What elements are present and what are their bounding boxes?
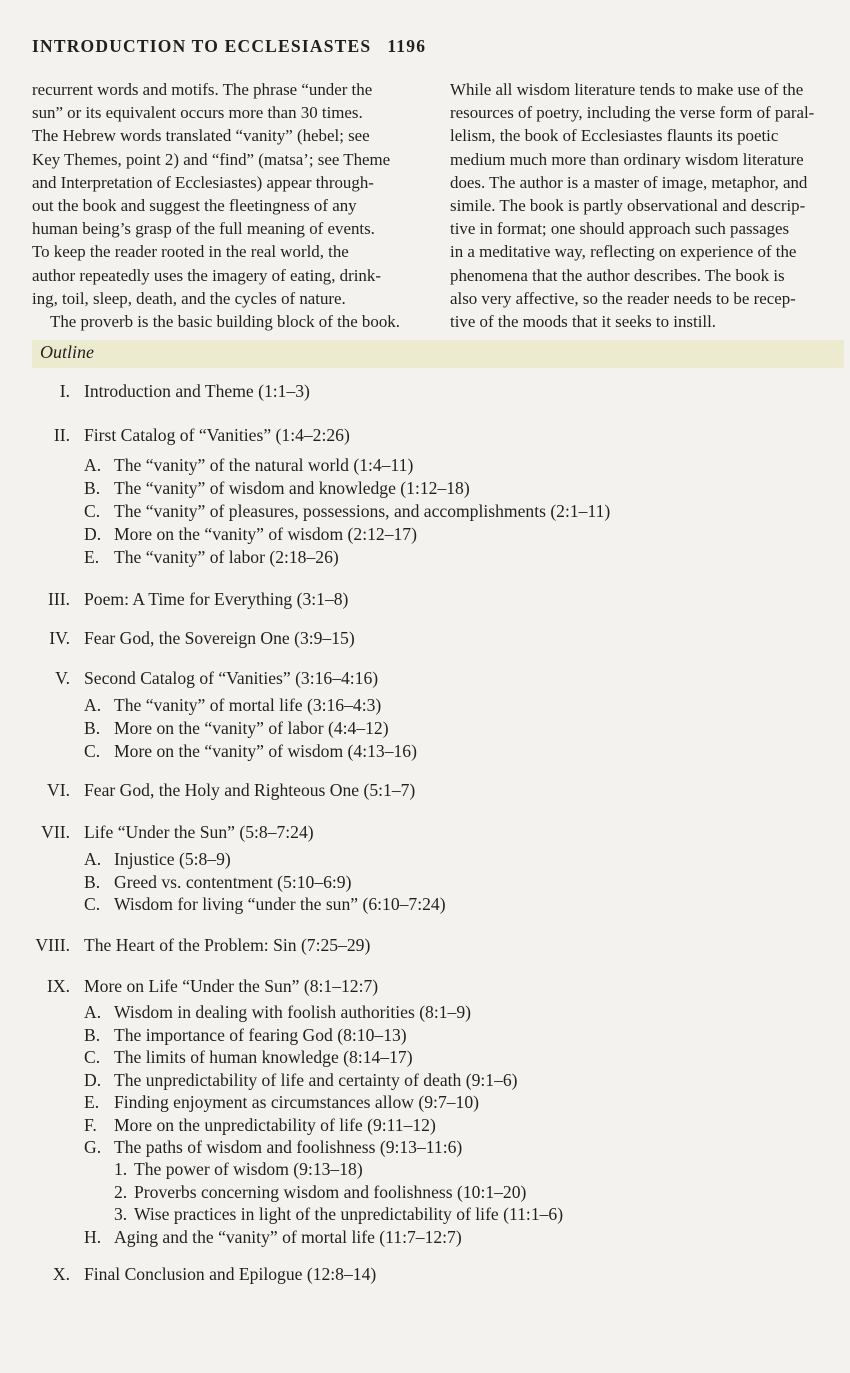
item-letter: C.: [84, 741, 101, 761]
item-text: The “vanity” of labor (2:18–26): [114, 547, 339, 567]
item-text: Aging and the “vanity” of mortal life (11:7–12:7): [114, 1227, 462, 1247]
text-line: simile. The book is partly observational and descrip-: [450, 196, 806, 216]
outline-heading-bar: [32, 340, 844, 368]
item-letter: C.: [84, 501, 101, 521]
text-line: lelism, the book of Ecclesiastes flaunts its poetic: [450, 126, 779, 146]
section-numeral: IX.: [47, 976, 70, 996]
text-line: phenomena that the author describes. The book is: [450, 265, 785, 285]
item-text: More on the “vanity” of wisdom (2:12–17): [114, 524, 417, 544]
section-numeral: VI.: [47, 780, 70, 800]
section-numeral: IV.: [49, 628, 70, 648]
item-letter: B.: [84, 718, 101, 738]
text-line: To keep the reader rooted in the real world, the: [32, 242, 349, 262]
section-title: Fear God, the Holy and Righteous One (5:1–7): [84, 780, 416, 800]
subitem-text: Proverbs concerning wisdom and foolishness (10:1–20): [134, 1182, 527, 1202]
section-title: Life “Under the Sun” (5:8–7:24): [84, 822, 314, 842]
text-line: Key Themes, point 2) and “find” (matsa’; see Theme: [32, 149, 391, 169]
item-text: Finding enjoyment as circumstances allow (9:7–10): [114, 1092, 479, 1112]
section-numeral: II.: [53, 425, 70, 445]
item-letter: C.: [84, 1047, 101, 1067]
item-letter: A.: [84, 455, 102, 475]
section-title: The Heart of the Problem: Sin (7:25–29): [84, 935, 371, 955]
item-letter: D.: [84, 524, 102, 544]
item-text: Greed vs. contentment (5:10–6:9): [114, 872, 352, 892]
item-letter: H.: [84, 1227, 102, 1247]
running-head-title: INTRODUCTION TO ECCLESIASTES: [32, 36, 372, 56]
text-line: human being’s grasp of the full meaning of events.: [32, 219, 375, 239]
text-line: The proverb is the basic building block of the book.: [50, 312, 400, 332]
section-title: Introduction and Theme (1:1–3): [84, 381, 310, 401]
item-text: The paths of wisdom and foolishness (9:13–11:6): [114, 1137, 463, 1157]
item-text: More on the “vanity” of labor (4:4–12): [114, 718, 389, 738]
section-title: First Catalog of “Vanities” (1:4–2:26): [84, 425, 350, 445]
text-line: resources of poetry, including the verse form of paral-: [450, 103, 815, 123]
section-numeral: X.: [52, 1264, 70, 1284]
paragraph: [32, 78, 412, 310]
section-numeral: I.: [59, 381, 70, 401]
subitem-number: 2.: [114, 1182, 128, 1202]
item-letter: F.: [84, 1115, 97, 1135]
item-text: The “vanity” of mortal life (3:16–4:3): [114, 695, 382, 715]
section-title: Poem: A Time for Everything (3:1–8): [84, 589, 349, 609]
text-line: recurrent words and motifs. The phrase “under the: [32, 80, 373, 99]
text-line: While all wisdom literature tends to make use of the: [450, 80, 804, 99]
item-letter: D.: [84, 1070, 102, 1090]
item-letter: G.: [84, 1137, 102, 1157]
text-line: ing, toil, sleep, death, and the cycles of nature.: [32, 288, 346, 308]
item-text: The importance of fearing God (8:10–13): [114, 1025, 407, 1045]
item-letter: C.: [84, 894, 101, 914]
text-line: The Hebrew words translated “vanity” (hebel; see: [32, 126, 370, 146]
item-text: Wisdom for living “under the sun” (6:10–7:24): [114, 894, 446, 914]
text-line: also very affective, so the reader needs to be recep-: [450, 288, 796, 308]
section-numeral: VIII.: [35, 935, 70, 955]
paragraph: [32, 310, 412, 333]
section-numeral: III.: [48, 589, 70, 609]
item-text: More on the “vanity” of wisdom (4:13–16): [114, 741, 417, 761]
subitem-number: 3.: [114, 1204, 128, 1224]
item-text: The “vanity” of the natural world (1:4–11): [114, 455, 414, 475]
item-text: The unpredictability of life and certainty of death (9:1–6): [114, 1070, 518, 1090]
section-title: Final Conclusion and Epilogue (12:8–14): [84, 1264, 377, 1284]
item-letter: E.: [84, 1092, 100, 1112]
item-text: Injustice (5:8–9): [114, 849, 231, 869]
text-line: and Interpretation of Ecclesiastes) appear through-: [32, 172, 374, 192]
item-text: The “vanity” of pleasures, possessions, and accomplishments (2:1–11): [114, 501, 611, 521]
section-title: More on Life “Under the Sun” (8:1–12:7): [84, 976, 379, 996]
paragraph: [450, 78, 842, 333]
right-column: [450, 78, 842, 333]
text-line: sun” or its equivalent occurs more than 30 times.: [32, 103, 363, 123]
section-title: Second Catalog of “Vanities” (3:16–4:16): [84, 668, 379, 688]
item-letter: E.: [84, 547, 100, 567]
text-line: author repeatedly uses the imagery of eating, drink-: [32, 265, 381, 285]
running-head: [32, 36, 426, 57]
text-line: tive of the moods that it seeks to instill.: [450, 312, 717, 332]
section-title: Fear God, the Sovereign One (3:9–15): [84, 628, 355, 648]
subitem-text: Wise practices in light of the unpredictability of life (11:1–6): [134, 1204, 564, 1224]
item-letter: B.: [84, 1025, 101, 1045]
subitem-text: The power of wisdom (9:13–18): [134, 1159, 363, 1179]
item-letter: A.: [84, 1002, 102, 1022]
section-numeral: V.: [55, 668, 70, 688]
outline-heading: Outline: [40, 342, 94, 362]
item-text: Wisdom in dealing with foolish authorities (8:1–9): [114, 1002, 471, 1022]
text-line: medium much more than ordinary wisdom literature: [450, 149, 804, 169]
text-line: does. The author is a master of image, metaphor, and: [450, 172, 808, 192]
item-text: The limits of human knowledge (8:14–17): [114, 1047, 413, 1067]
item-text: More on the unpredictability of life (9:11–12): [114, 1115, 436, 1135]
text-line: tive in format; one should approach such passages: [450, 219, 790, 239]
item-letter: B.: [84, 872, 101, 892]
item-letter: B.: [84, 478, 101, 498]
left-column: [32, 78, 412, 333]
subitem-number: 1.: [114, 1159, 128, 1179]
item-text: The “vanity” of wisdom and knowledge (1:12–18): [114, 478, 470, 498]
item-letter: A.: [84, 695, 102, 715]
text-line: in a meditative way, reflecting on experience of the: [450, 242, 797, 262]
item-letter: A.: [84, 849, 102, 869]
section-numeral: VII.: [41, 822, 70, 842]
text-line: out the book and suggest the fleetingness of any: [32, 196, 357, 216]
page-number: 1196: [387, 36, 427, 56]
